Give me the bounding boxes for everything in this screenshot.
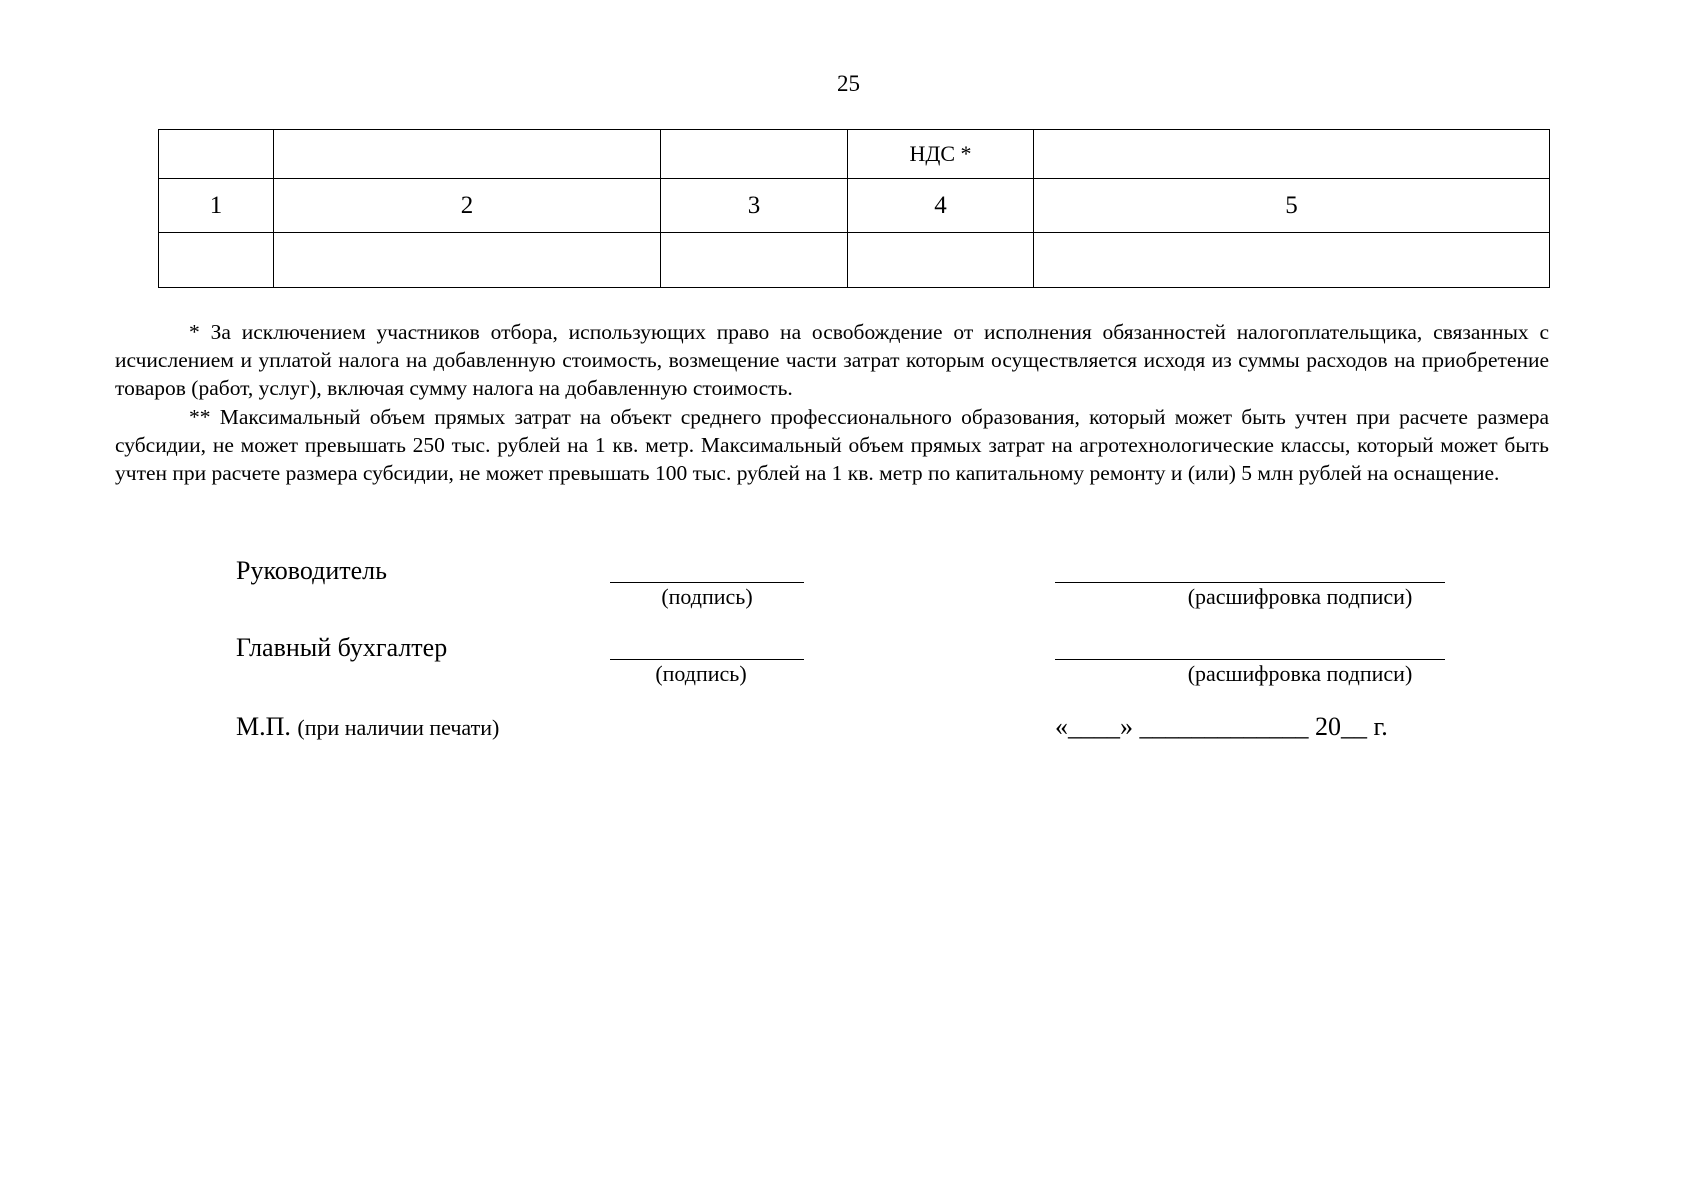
accountant-transcript-line (1055, 659, 1445, 660)
table-row-empty (159, 233, 1550, 288)
accountant-signature-caption: (подпись) (655, 661, 747, 686)
head-transcript-line (1055, 582, 1445, 583)
head-label: Руководитель (236, 556, 387, 585)
footnotes (115, 318, 1549, 487)
column-number: 1 (159, 179, 274, 233)
table-cell (159, 130, 274, 179)
table-cell (1034, 130, 1550, 179)
accountant-signature-line (610, 659, 804, 660)
data-table (158, 129, 1550, 288)
table-row (159, 130, 1550, 179)
head-signature-line (610, 582, 804, 583)
table-cell (1034, 233, 1550, 288)
head-transcript-caption: (расшифровка подписи) (1187, 584, 1413, 609)
table-cell (274, 233, 661, 288)
date-field: «____» _____________ 20__ г. (1055, 712, 1388, 741)
accountant-transcript-caption: (расшифровка подписи) (1187, 661, 1413, 686)
page-number: 25 (837, 71, 860, 96)
table-cell (848, 233, 1034, 288)
stamp-label: М.П. (236, 712, 291, 741)
column-number: 5 (1034, 179, 1550, 233)
footnote-vat: * За исключением участников отбора, использующих право на освобождение от исполнения обязанностей налогоплательщика, связанных с исчислением и уплатой налога на добавленную стоимость, возмещение части затрат которым осуществляется исходя из суммы расходов на приобретение товаров (работ, услуг), включая сумму налога на добавленную стоимость. (115, 320, 1549, 401)
table-cell (661, 233, 848, 288)
stamp-note: (при наличии печати) (297, 715, 500, 740)
table-cell-vat: НДС * (848, 130, 1034, 179)
column-number: 4 (848, 179, 1034, 233)
column-number: 3 (661, 179, 848, 233)
column-number: 2 (274, 179, 661, 233)
head-signature-caption: (подпись) (661, 584, 753, 609)
footnote-max-costs: ** Максимальный объем прямых затрат на объект среднего профессионального образования, который может быть учтен при расчете размера субсидии, не может превышать 250 тыс. рублей на 1 кв. метр. Максимальный объем прямых затрат на агротехнологические классы, который может быть учтен при расчете размера субсидии, не может превышать 100 тыс. рублей на 1 кв. метр по капитальному ремонту и (или) 5 млн рублей на оснащение. (115, 404, 1549, 486)
table-cell (274, 130, 661, 179)
accountant-label: Главный бухгалтер (236, 633, 448, 662)
stamp-place (236, 714, 499, 740)
table-cell (661, 130, 848, 179)
table-row-column-numbers (159, 179, 1550, 233)
table-cell (159, 233, 274, 288)
